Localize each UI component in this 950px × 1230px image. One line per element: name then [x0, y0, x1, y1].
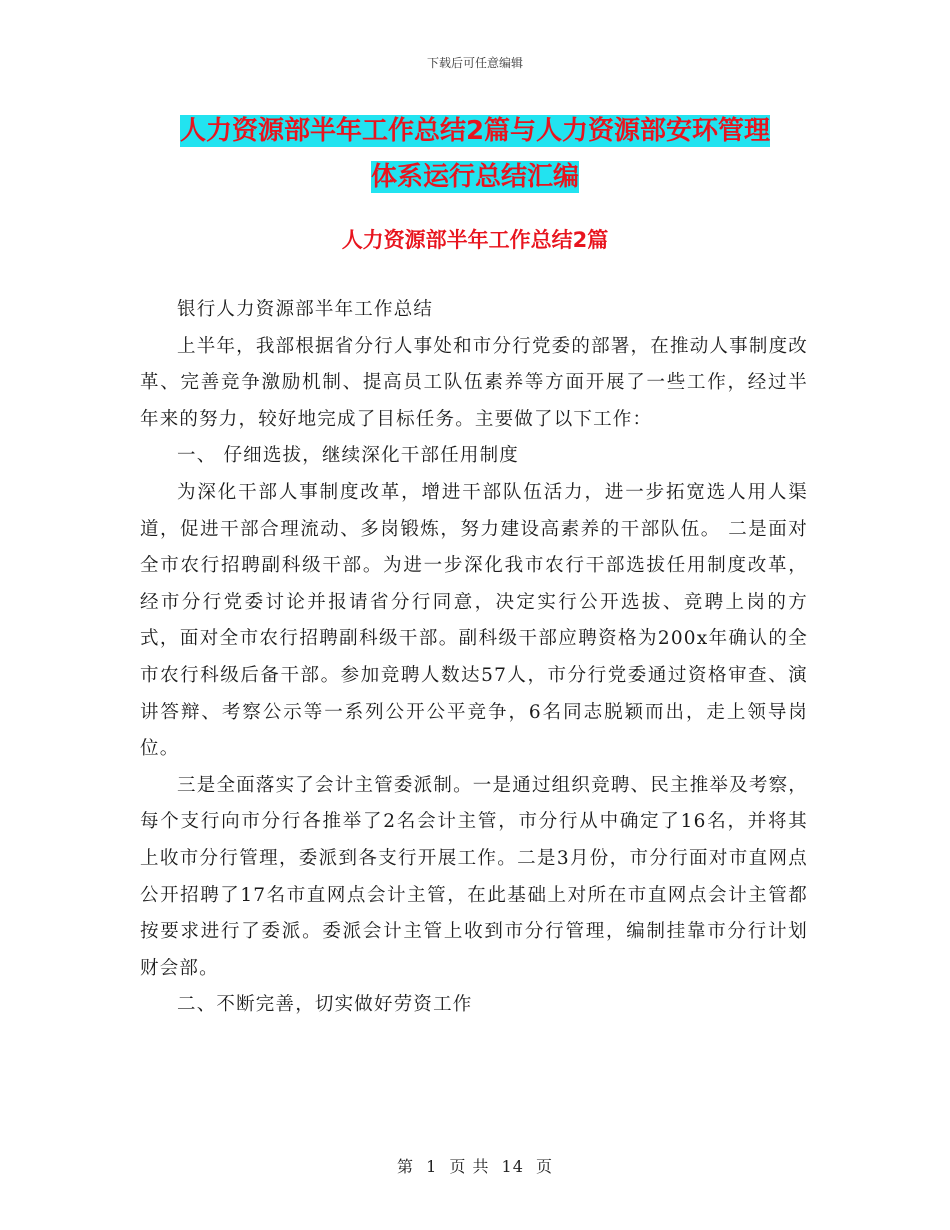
document-title: [140, 108, 810, 200]
footer-mid: 页 共: [449, 1157, 490, 1176]
heading-section-1: 一、 仔细选拔，继续深化干部任用制度: [177, 445, 519, 467]
document-title-line-1: 人力资源部半年工作总结2篇与人力资源部安环管理: [179, 116, 771, 146]
document-body: [140, 292, 808, 1024]
page-footer: [0, 1154, 950, 1177]
heading-section-2: 二、不断完善，切实做好劳资工作: [177, 994, 473, 1016]
footer-page-total: 14: [501, 1157, 524, 1176]
paragraph-intro: 上半年，我部根据省分行人事处和市分行党委的部署，在推动人事制度改革、完善竞争激励机制、提高员工队伍素养等方面开展了一些工作，经过半年来的努力，较好地完成了目标任务。主要做了以下工作：: [140, 335, 808, 430]
footer-prefix: 第: [396, 1157, 414, 1176]
footer-page-current: 1: [426, 1157, 438, 1176]
paragraph-cadre-reform: 为深化干部人事制度改革，增进干部队伍活力，进一步拓宽选人用人渠道，促进干部合理流动、多岗锻炼，努力建设高素养的干部队伍。 二是面对全市农行招聘副科级干部。为进一步深化我市农行干部选拔任用制度改革，经市分行党委讨论并报请省分行同意，决定实行公开选拔、竞聘上岗的方式，面对全市农行招聘副科级干部。副科级干部应聘资格为200x年确认的全市农行科级后备干部。参加竞聘人数达57人，市分行党委通过资格审查、演讲答辩、考察公示等一系列公开公平竞争，6名同志脱颖而出，走上领导岗位。: [140, 481, 808, 760]
section-title: 人力资源部半年工作总结2篇: [341, 228, 609, 252]
header-note: 下载后可任意编辑: [426, 56, 523, 70]
paragraph-subtitle: 银行人力资源部半年工作总结: [177, 299, 434, 320]
document-title-line-2: 体系运行总结汇编: [370, 162, 579, 192]
paragraph-accounting: 三是全面落实了会计主管委派制。一是通过组织竞聘、民主推举及考察，每个支行向市分行各推举了2名会计主管，市分行从中确定了16名，并将其上收市分行管理，委派到各支行开展工作。二是3月份，市分行面对市直网点公开招聘了17名市直网点会计主管，在此基础上对所在市直网点会计主管都按要求进行了委派。委派会计主管上收到市分行管理，编制挂靠市分行计划财会部。: [140, 774, 808, 979]
footer-suffix: 页: [536, 1157, 554, 1176]
